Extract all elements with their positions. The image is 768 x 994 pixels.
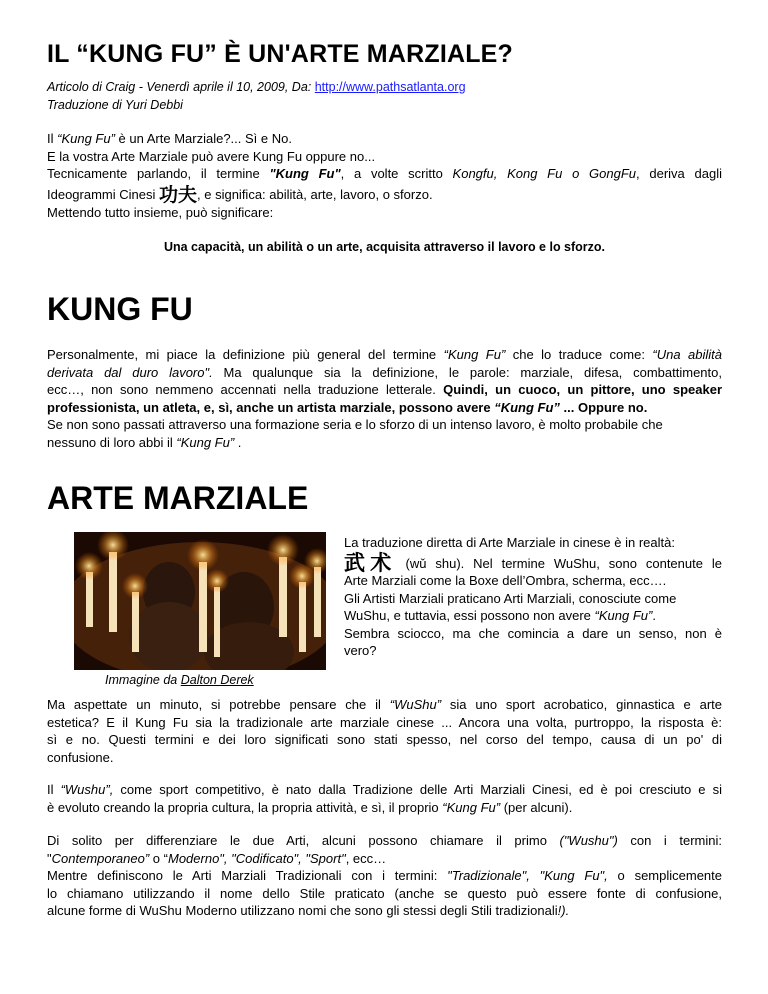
text-line: confusione. bbox=[47, 749, 114, 765]
text-line bbox=[47, 399, 722, 417]
text: ecc…, non sono nemmeno accennati nella traduzione letterale. bbox=[47, 382, 444, 397]
text: , deriva dagli bbox=[636, 166, 722, 181]
photo-credit-link[interactable]: Dalton Derek bbox=[180, 673, 254, 687]
text: che lo traduce come: bbox=[505, 347, 653, 362]
text: derivata dal duro lavoro". bbox=[47, 364, 213, 380]
text: è un Arte Marziale?... Sì e No. bbox=[114, 131, 292, 146]
text: Ideogrammi Cinesi bbox=[47, 186, 159, 202]
text-line bbox=[47, 434, 722, 452]
text: , a volte scritto bbox=[340, 166, 453, 181]
wushu-paragraph-1 bbox=[47, 696, 722, 766]
text-line: lo chiamano utilizzando il nome dello Stile praticato (anche se questo può essere fonte di confusione, bbox=[47, 885, 722, 901]
text: Personalmente, mi piace la definizione più general del termine bbox=[47, 347, 444, 362]
text: professionista, un atleta, e, sì, anche un artista marziale, possono avere bbox=[47, 399, 495, 415]
text: Kongfu, Kong Fu o GongFu bbox=[452, 166, 637, 181]
text-line: Se non sono passati attraverso una formazione seria e lo sforzo di un intenso lavoro, è molto probabile che bbox=[47, 417, 663, 432]
text-line: La traduzione diretta di Arte Marziale in cinese è in realtà: bbox=[344, 535, 675, 550]
byline bbox=[47, 80, 466, 94]
text-line: Sembra sciocco, ma che comincia a dare un senso, non è bbox=[344, 625, 722, 641]
text: Contemporaneo” bbox=[51, 850, 150, 866]
text-line bbox=[47, 867, 722, 885]
text-line bbox=[47, 902, 722, 920]
kungfu-paragraph bbox=[47, 346, 722, 451]
text: " bbox=[47, 850, 52, 866]
intro-line-1 bbox=[47, 130, 722, 148]
text: Immagine da bbox=[105, 673, 181, 687]
text: con i termini: bbox=[617, 833, 722, 848]
text: ... Oppure no. bbox=[559, 399, 648, 415]
text: nessuno di loro abbi il bbox=[47, 434, 177, 450]
text-line bbox=[47, 696, 722, 714]
text: Mentre definiscono le Arti Marziali Tradizionali con i termini: bbox=[47, 868, 448, 883]
text-line: Gli Artisti Marziali praticano Arti Marziali, conosciute come bbox=[344, 590, 677, 606]
text-line bbox=[47, 850, 722, 868]
text: “Kung Fu” bbox=[494, 399, 560, 415]
text: sia uno sport acrobatico, ginnastica e arte bbox=[441, 697, 722, 712]
text: “WuShu” bbox=[389, 697, 442, 712]
text: è evoluto creando la propria cultura, la propria attività, e sì, il proprio bbox=[47, 799, 443, 815]
text: “Kung Fu” bbox=[442, 799, 501, 815]
text-line bbox=[47, 381, 722, 399]
text: WuShu, e tuttavia, essi possono non avere bbox=[344, 608, 595, 623]
heading-arte-marziale: ARTE MARZIALE bbox=[47, 480, 309, 516]
wushu-paragraph-2 bbox=[47, 781, 722, 816]
wushu-paragraph-3 bbox=[47, 832, 722, 920]
text: (per alcuni). bbox=[500, 799, 573, 815]
text: (wǔ shu). Nel termine WuShu, sono contenute le bbox=[396, 555, 722, 571]
text: “Kung Fu” bbox=[443, 347, 506, 362]
text: . bbox=[652, 608, 656, 623]
byline-text: Articolo di Craig - Venerdì aprile il 10, 2009, Da: bbox=[47, 80, 315, 94]
text-line bbox=[47, 799, 722, 817]
translator-line: Traduzione di Yuri Debbi bbox=[47, 98, 183, 112]
text: “Una abilità bbox=[652, 347, 722, 362]
text-line: sì e no. Questi termini e dei loro significati sono stati spesso, nel corso del tempo, causa di un po' di bbox=[47, 732, 722, 747]
heading-kung-fu: KUNG FU bbox=[47, 291, 193, 327]
text: o “ bbox=[149, 850, 168, 866]
chinese-kungfu-characters: 功夫 bbox=[159, 184, 198, 206]
text-line: Arte Marziali come la Boxe dell’Ombra, scherma, ecc…. bbox=[344, 573, 667, 588]
chinese-wushu-characters: 武术 bbox=[344, 551, 397, 575]
text-line bbox=[47, 832, 722, 850]
text-line bbox=[344, 607, 722, 625]
article-title: IL “KUNG FU” È UN'ARTE MARZIALE? bbox=[47, 40, 514, 68]
text-line bbox=[47, 364, 722, 382]
candles-photo-illustration bbox=[74, 532, 326, 670]
intro-line-4 bbox=[47, 186, 722, 205]
text: Ma qualunque sia la definizione, le parole: marziale, difesa, combattimento, bbox=[212, 364, 722, 380]
intro-line-3 bbox=[47, 165, 722, 183]
photo-caption bbox=[105, 673, 254, 687]
text-line bbox=[47, 346, 722, 364]
arte-side-text bbox=[344, 534, 722, 660]
text: alcune forme di WuShu Moderno utilizzano nomi che sono gli stessi degli Stili tradizionali bbox=[47, 903, 558, 918]
text: “Kung Fu” bbox=[176, 434, 235, 450]
text: Il bbox=[47, 782, 61, 797]
text: , ecc… bbox=[345, 850, 387, 866]
text: Moderno", "Codificato", "Sport" bbox=[167, 850, 346, 866]
text: ("Wushu") bbox=[559, 833, 618, 848]
text: “Kung Fu” bbox=[594, 608, 653, 623]
intro-line-5: Mettendo tutto insieme, può significare: bbox=[47, 205, 274, 220]
text: Tecnicamente parlando, il termine bbox=[47, 166, 270, 181]
text: Quindi, un cuoco, un pittore, uno speaker bbox=[443, 382, 722, 397]
text: "Kung Fu" bbox=[269, 166, 341, 181]
definition-quote: Una capacità, un abilità o un arte, acquisita attraverso il lavoro e lo sforzo. bbox=[163, 240, 606, 254]
text: "Tradizionale", "Kung Fu", bbox=[447, 868, 608, 883]
text-line bbox=[47, 781, 722, 799]
intro-line-2: E la vostra Arte Marziale può avere Kung Fu oppure no... bbox=[47, 148, 376, 164]
text: o semplicemente bbox=[607, 868, 722, 883]
text: . bbox=[234, 434, 242, 450]
text-line: vero? bbox=[344, 643, 377, 658]
text: “Kung Fu” bbox=[57, 131, 115, 146]
text: come sport competitivo, è nato dalla Tradizione delle Arti Marziali Cinesi, ed è poi cresciuto e si bbox=[113, 782, 722, 797]
text: !). bbox=[557, 903, 570, 918]
text: Il bbox=[47, 131, 58, 146]
text: “Wushu”, bbox=[60, 782, 114, 797]
text-line: estetica? E il Kung Fu sia la tradizionale arte marziale cinese ... Ancora una volta, purtroppo, la risposta è: bbox=[47, 714, 722, 730]
source-link[interactable]: http://www.pathsatlanta.org bbox=[314, 80, 466, 94]
intro-paragraph bbox=[47, 130, 722, 222]
text: , e significa: abilità, arte, lavoro, o sforzo. bbox=[197, 186, 433, 202]
text-line bbox=[344, 551, 722, 575]
text: Di solito per differenziare le due Arti, alcuni possono chiamare il primo bbox=[47, 833, 560, 848]
text: Ma aspettate un minuto, si potrebbe pensare che il bbox=[47, 697, 390, 712]
candles-photo bbox=[74, 532, 326, 670]
